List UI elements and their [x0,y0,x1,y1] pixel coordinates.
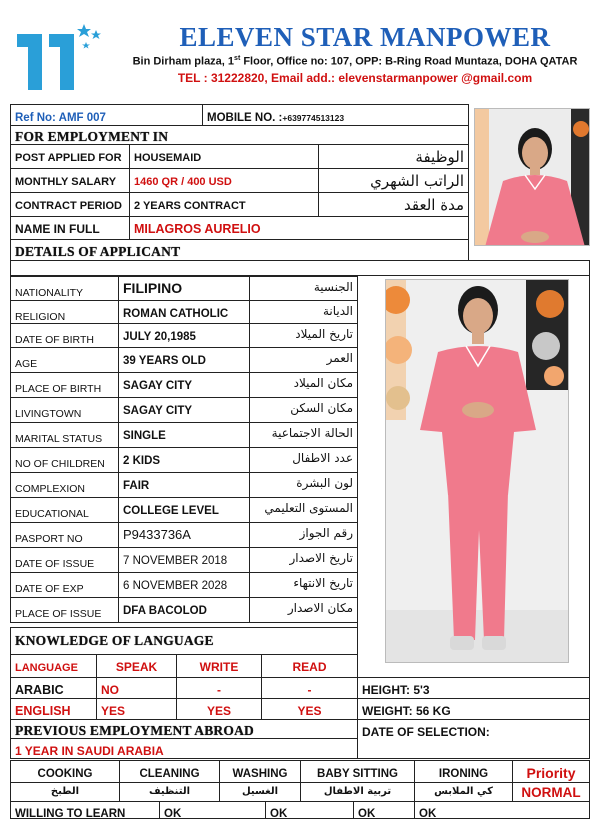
detail-religion-value: ROMAN CATHOLIC [123,308,229,320]
skill-header-cooking-cell [10,760,120,783]
selection-cell [357,719,590,759]
detail-pasport-no-label-cell [10,522,119,548]
skill-arabic-1: التنظيف [148,786,191,797]
company-logo [14,16,104,94]
detail-place-of-issue-value: DFA BACOLOD [123,605,207,617]
detail-religion-label: RELIGION [15,311,66,323]
employment-heading [10,125,469,145]
details-spacer [10,260,590,276]
address-sup: st [234,55,241,62]
lang-english-read-cell [261,698,358,720]
detail-pasport-no-arabic: رقم الجواز [299,526,353,540]
skill-header-cleaning: CLEANING [139,768,200,780]
detail-nationality-arabic: الجنسية [313,280,353,294]
detail-place-of-issue-value-cell [118,597,250,623]
ref-number [10,104,203,126]
detail-date-of-exp-label: DATE OF EXP [15,583,84,595]
detail-nationality-label: NATIONALITY [15,287,84,299]
detail-educational-value-cell [118,497,250,523]
detail-marital-status-value-cell [118,422,250,448]
employment-heading-text: FOR EMPLOYMENT IN [15,129,169,144]
detail-place-of-birth-value: SAGAY CITY [123,380,193,392]
lang-header-language [10,654,97,678]
detail-date-of-issue-arabic: تاريخ الاصدار [289,551,353,565]
lang-english-name: ENGLISH [15,704,71,718]
lang-arabic-read-cell [261,677,358,699]
applicant-photo-small [474,108,590,246]
detail-educational-label: EDUCATIONAL [15,508,89,520]
skill-header-cooking: COOKING [37,768,93,780]
mobile-value: +639774513123 [282,113,345,123]
skill-header-cleaning-cell [119,760,220,783]
detail-complexion-label-cell [10,472,119,498]
detail-marital-status-arabic: الحالة الاجتماعية [271,426,353,440]
detail-date-of-issue-value-cell [118,547,250,573]
detail-date-of-birth-label: DATE OF BIRTH [15,334,94,346]
detail-date-of-birth-value: JULY 20,1985 [123,331,196,343]
detail-educational-label-cell [10,497,119,523]
skill-header-baby-sitting-cell [300,760,415,783]
small-photo-graphic [475,109,590,246]
detail-date-of-exp-value-cell [118,572,250,598]
post-value-cell [129,144,319,169]
detail-age-value: 39 YEARS OLD [123,355,206,367]
previous-value-cell [10,738,358,759]
detail-religion-label-cell [10,300,119,324]
name-label: NAME IN FULL [15,222,100,236]
priority-label: Priority [526,765,576,781]
skill-arabic-0-cell [10,782,120,802]
willing-value-3: OK [419,808,437,819]
name-label-cell [10,216,130,240]
previous-heading [10,719,358,739]
willing-1-cell [265,801,354,819]
lang-arabic-name: ARABIC [15,683,64,697]
detail-livingtown-value-cell [118,397,250,423]
previous-value: 1 YEAR IN SAUDI ARABIA [15,744,164,758]
salary-value: 1460 QR / 400 USD [134,176,232,188]
address-prefix: Bin Dirham plaza, 1 [132,55,235,68]
skill-header-baby-sitting: BABY SITTING [317,768,398,780]
lang-header-speak-text: SPEAK [115,660,158,674]
salary-value-cell [129,168,319,193]
willing-value-0: OK [164,808,182,819]
detail-marital-status-value: SINGLE [123,430,166,442]
detail-nationality-arabic-cell [249,276,358,301]
priority-value-cell [512,782,590,802]
skill-arabic-0: الطبخ [50,786,80,797]
contract-arabic-cell [318,192,469,217]
detail-complexion-arabic: لون البشرة [296,476,353,490]
height-value: HEIGHT: 5'3 [362,683,430,697]
post-label-cell [10,144,130,169]
large-photo-graphic [386,280,569,663]
detail-place-of-birth-label-cell [10,372,119,398]
detail-no-of-children-arabic: عدد الاطفال [292,451,353,465]
skill-arabic-1-cell [119,782,220,802]
selection-label: DATE OF SELECTION: [362,725,490,739]
contract-value: 2 YEARS CONTRACT [134,200,246,212]
detail-no-of-children-arabic-cell [249,447,358,473]
lang-arabic-write: - [217,683,221,697]
detail-date-of-issue-label: DATE OF ISSUE [15,558,95,570]
weight-cell [357,698,590,720]
detail-place-of-birth-arabic: مكان الميلاد [293,376,353,390]
detail-place-of-birth-value-cell [118,372,250,398]
detail-livingtown-arabic: مكان السكن [290,401,353,415]
detail-marital-status-label: MARITAL STATUS [15,433,103,445]
lang-english-write-cell [176,698,262,720]
willing-to-learn-label: WILLING TO LEARN [15,808,126,819]
detail-age-arabic-cell [249,347,358,373]
company-contact: TEL : 31222820, Email add.: elevenstarmanpower @gmail.com [177,71,533,85]
detail-religion-value-cell [118,300,250,324]
detail-pasport-no-value-cell [118,522,250,548]
lang-header-language-text: LANGUAGE [15,662,78,674]
willing-value-1: OK [270,808,288,819]
detail-complexion-label: COMPLEXION [15,483,86,495]
lang-header-write-text: WRITE [199,660,239,674]
detail-date-of-exp-arabic: تاريخ الانتهاء [293,576,353,590]
detail-livingtown-label-cell [10,397,119,423]
skill-arabic-4-cell [414,782,513,802]
lang-header-read [261,654,358,678]
skill-arabic-2: الغسيل [241,786,278,797]
detail-date-of-issue-value: 7 NOVEMBER 2018 [123,555,228,567]
salary-arabic-cell [318,168,469,193]
detail-livingtown-value: SAGAY CITY [123,405,193,417]
post-arabic: الوظيفة [415,148,464,166]
salary-arabic: الراتب الشهري [370,172,464,190]
skill-header-ironing-cell [414,760,513,783]
post-label: POST APPLIED FOR [15,152,122,164]
detail-date-of-exp-label-cell [10,572,119,598]
detail-pasport-no-value: P9433736A [123,527,191,542]
contract-value-cell [129,192,319,217]
ref-text: Ref No: AMF 007 [15,112,106,124]
detail-nationality-label-cell [10,276,119,301]
detail-marital-status-arabic-cell [249,422,358,448]
detail-age-value-cell [118,347,250,373]
contract-label: CONTRACT PERIOD [15,200,122,212]
post-arabic-cell [318,144,469,169]
detail-date-of-exp-value: 6 NOVEMBER 2028 [123,580,228,592]
name-value: MILAGROS AURELIO [134,222,261,236]
lang-header-speak [96,654,177,678]
detail-pasport-no-arabic-cell [249,522,358,548]
lang-english-speak-cell [96,698,177,720]
detail-nationality-value-cell [118,276,250,301]
lang-header-write [176,654,262,678]
detail-complexion-value-cell [118,472,250,498]
detail-educational-arabic-cell [249,497,358,523]
detail-no-of-children-value: 2 KIDS [123,455,161,467]
detail-place-of-birth-label: PLACE OF BIRTH [15,383,102,395]
skill-header-ironing: IRONING [438,768,489,780]
detail-no-of-children-label-cell [10,447,119,473]
detail-nationality-value: FILIPINO [123,280,183,296]
height-cell [357,677,590,699]
priority-value: NORMAL [521,785,581,800]
detail-date-of-issue-label-cell [10,547,119,573]
applicant-photo-large [385,279,569,663]
detail-date-of-birth-label-cell [10,323,119,348]
skill-arabic-2-cell [219,782,301,802]
detail-livingtown-label: LIVINGTOWN [15,408,82,420]
detail-religion-arabic: الديانة [322,304,353,318]
detail-date-of-birth-value-cell [118,323,250,348]
willing-3-cell [414,801,590,819]
lang-arabic-speak-cell [96,677,177,699]
details-heading-text: DETAILS OF APPLICANT [15,244,181,259]
lang-row-english [10,698,97,720]
detail-age-arabic: العمر [326,351,353,365]
company-name: ELEVEN STAR MANPOWER [179,22,551,52]
language-heading [10,627,358,655]
lang-row-arabic [10,677,97,699]
mobile-label: MOBILE NO. : [207,112,283,124]
detail-place-of-issue-arabic-cell [249,597,358,623]
lang-arabic-speak: NO [101,683,119,697]
lang-arabic-write-cell [176,677,262,699]
language-heading-text: KNOWLEDGE OF LANGUAGE [15,633,214,648]
logo-graphic [14,16,104,94]
skill-arabic-4: كي الملابس [434,786,493,797]
lang-english-speak: YES [101,704,126,718]
detail-place-of-issue-label: PLACE OF ISSUE [15,608,102,620]
name-value-cell [129,216,469,240]
contract-arabic: مدة العقد [404,196,464,214]
address-suffix: Floor, Office no: 107, OPP: B-Ring Road Muntaza, DOHA QATAR [240,55,578,68]
willing-2-cell [353,801,415,819]
skill-header-washing-cell [219,760,301,783]
detail-complexion-arabic-cell [249,472,358,498]
detail-marital-status-label-cell [10,422,119,448]
company-address [120,55,590,68]
previous-heading-text: PREVIOUS EMPLOYMENT ABROAD [15,723,254,738]
detail-no-of-children-label: NO OF CHILDREN [15,458,105,470]
detail-no-of-children-value-cell [118,447,250,473]
detail-complexion-value: FAIR [123,480,150,492]
detail-age-label: AGE [15,358,38,370]
mobile-number [202,104,469,126]
detail-place-of-birth-arabic-cell [249,372,358,398]
lang-header-read-text: READ [292,660,327,674]
detail-religion-arabic-cell [249,300,358,324]
detail-date-of-exp-arabic-cell [249,572,358,598]
detail-date-of-issue-arabic-cell [249,547,358,573]
detail-date-of-birth-arabic-cell [249,323,358,348]
willing-value-2: OK [358,808,376,819]
detail-place-of-issue-label-cell [10,597,119,623]
lang-arabic-read: - [307,683,312,697]
detail-place-of-issue-arabic: مكان الاصدار [287,601,353,615]
contract-label-cell [10,192,130,217]
willing-0-cell [159,801,266,819]
lang-english-write: YES [206,704,231,718]
post-value: HOUSEMAID [134,152,202,164]
detail-pasport-no-label: PASPORT NO [15,533,83,545]
detail-age-label-cell [10,347,119,373]
detail-date-of-birth-arabic: تاريخ الميلاد [295,327,353,341]
detail-educational-arabic: المستوى التعليمي [264,501,353,515]
weight-value: WEIGHT: 56 KG [362,704,451,718]
details-heading [10,239,469,261]
salary-label: MONTHLY SALARY [15,176,117,188]
detail-livingtown-arabic-cell [249,397,358,423]
skill-arabic-3-cell [300,782,415,802]
skill-arabic-3: تربية الاطفال [323,786,392,797]
skill-header-washing: WASHING [232,768,288,780]
willing-to-learn-label-cell [10,801,160,819]
detail-educational-value: COLLEGE LEVEL [123,505,219,517]
salary-label-cell [10,168,130,193]
lang-english-read: YES [297,704,322,718]
